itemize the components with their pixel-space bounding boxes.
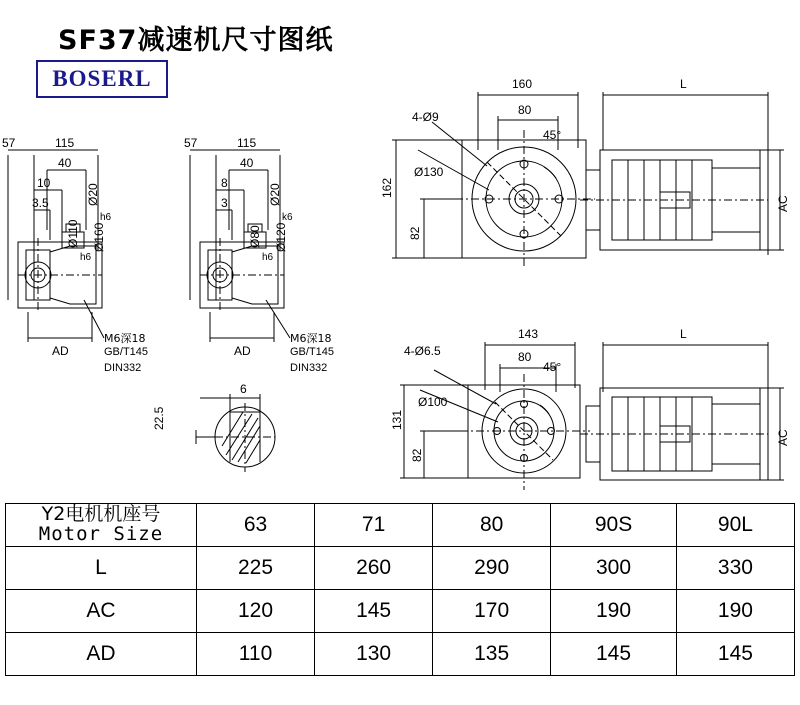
dim-lv1-d160: Ø160: [92, 222, 106, 252]
brand-logo-text: BOSERL: [52, 66, 152, 91]
dim-lv2-d120: Ø120: [274, 222, 288, 252]
table-cell-size-90s: 90S: [551, 504, 677, 547]
dim-br-L: L: [680, 327, 687, 341]
table-header-cn: Y2电机机座号: [41, 503, 161, 526]
dim-lv1-115: 115: [55, 136, 75, 150]
table-cell-size-71: 71: [315, 504, 433, 547]
table-cell: 290: [433, 547, 551, 590]
dim-tr-80: 80: [518, 103, 532, 117]
table-cell: 145: [551, 633, 677, 676]
table-cell: 135: [433, 633, 551, 676]
dim-lv2-h6: h6: [262, 252, 274, 263]
dim-lv2-40: 40: [240, 156, 254, 170]
dim-br-143: 143: [518, 327, 539, 341]
dim-br-4xd6p5: 4-Ø6.5: [404, 344, 441, 358]
dim-lv1-d20: Ø20: [86, 183, 100, 206]
dim-lv1-40: 40: [58, 156, 72, 170]
dim-tr-160: 160: [512, 77, 533, 91]
dim-tr-d130: Ø130: [414, 165, 444, 179]
dim-lv1-d110: Ø110: [66, 219, 80, 248]
table-cell: 300: [551, 547, 677, 590]
table-row-label-ad: AD: [6, 633, 197, 676]
dim-tr-4xd9: 4-Ø9: [412, 110, 439, 124]
dim-lv1-h6-a: h6: [100, 212, 112, 223]
dim-tr-82: 82: [408, 226, 422, 240]
dim-lv2-d80: Ø80: [248, 225, 262, 248]
dim-lv1-3p5: 3.5: [32, 196, 49, 210]
table-cell: 130: [315, 633, 433, 676]
dim-br-82: 82: [410, 448, 424, 462]
dim-lv2-ad: AD: [234, 344, 251, 358]
table-cell: 110: [197, 633, 315, 676]
note-lv1-gbt145: GB/T145: [104, 346, 149, 358]
table-row: [6, 547, 795, 590]
dim-key-22p5: 22.5: [152, 406, 166, 430]
table-cell: 145: [315, 590, 433, 633]
dim-tr-162: 162: [380, 177, 394, 198]
table-cell: 120: [197, 590, 315, 633]
dim-tr-ac: AC: [776, 195, 790, 212]
dim-lv1-57: 57: [2, 136, 16, 150]
dim-lv2-k6: k6: [282, 212, 293, 223]
table-cell-size-63: 63: [197, 504, 315, 547]
dim-lv2-3: 3: [221, 196, 228, 210]
dim-lv2-8: 8: [221, 176, 228, 190]
table-cell: 330: [676, 547, 794, 590]
table-row-label-l: L: [6, 547, 197, 590]
dim-br-80: 80: [518, 350, 532, 364]
table-row: [6, 590, 795, 633]
dim-br-ac: AC: [776, 429, 790, 446]
table-cell: 260: [315, 547, 433, 590]
dim-br-d100: Ø100: [418, 395, 448, 409]
table-header-en: Motor Size: [38, 523, 164, 545]
note-lv2-gbt145: GB/T145: [290, 346, 335, 358]
table-row-header-motor-size: [6, 504, 197, 547]
dim-key-6: 6: [240, 382, 247, 396]
dim-lv1-h6-b: h6: [80, 252, 92, 263]
table-cell: 190: [676, 590, 794, 633]
note-lv1-din332: DIN332: [104, 362, 142, 374]
table-cell: 225: [197, 547, 315, 590]
table-cell: 190: [551, 590, 677, 633]
dim-br-131: 131: [390, 409, 404, 430]
note-lv2-din332: DIN332: [290, 362, 328, 374]
note-lv2-m6: M6深18: [290, 332, 332, 345]
table-cell: 145: [676, 633, 794, 676]
dim-lv2-57: 57: [184, 136, 198, 150]
dim-lv2-115: 115: [237, 136, 257, 150]
dim-lv1-ad: AD: [52, 344, 69, 358]
table-row: [6, 504, 795, 547]
table-row: [6, 633, 795, 676]
dim-br-45deg: 45°: [543, 360, 562, 374]
table-cell: 170: [433, 590, 551, 633]
dim-tr-45deg: 45°: [543, 128, 562, 142]
dimension-table: [5, 503, 795, 676]
table-row-label-ac: AC: [6, 590, 197, 633]
dim-tr-L: L: [680, 77, 687, 91]
page-title: SF37减速机尺寸图纸: [58, 25, 334, 56]
note-lv1-m6: M6深18: [104, 332, 146, 345]
dim-lv1-10: 10: [37, 176, 51, 190]
table-cell-size-80: 80: [433, 504, 551, 547]
table-cell-size-90l: 90L: [676, 504, 794, 547]
dim-lv2-d20: Ø20: [268, 183, 282, 206]
